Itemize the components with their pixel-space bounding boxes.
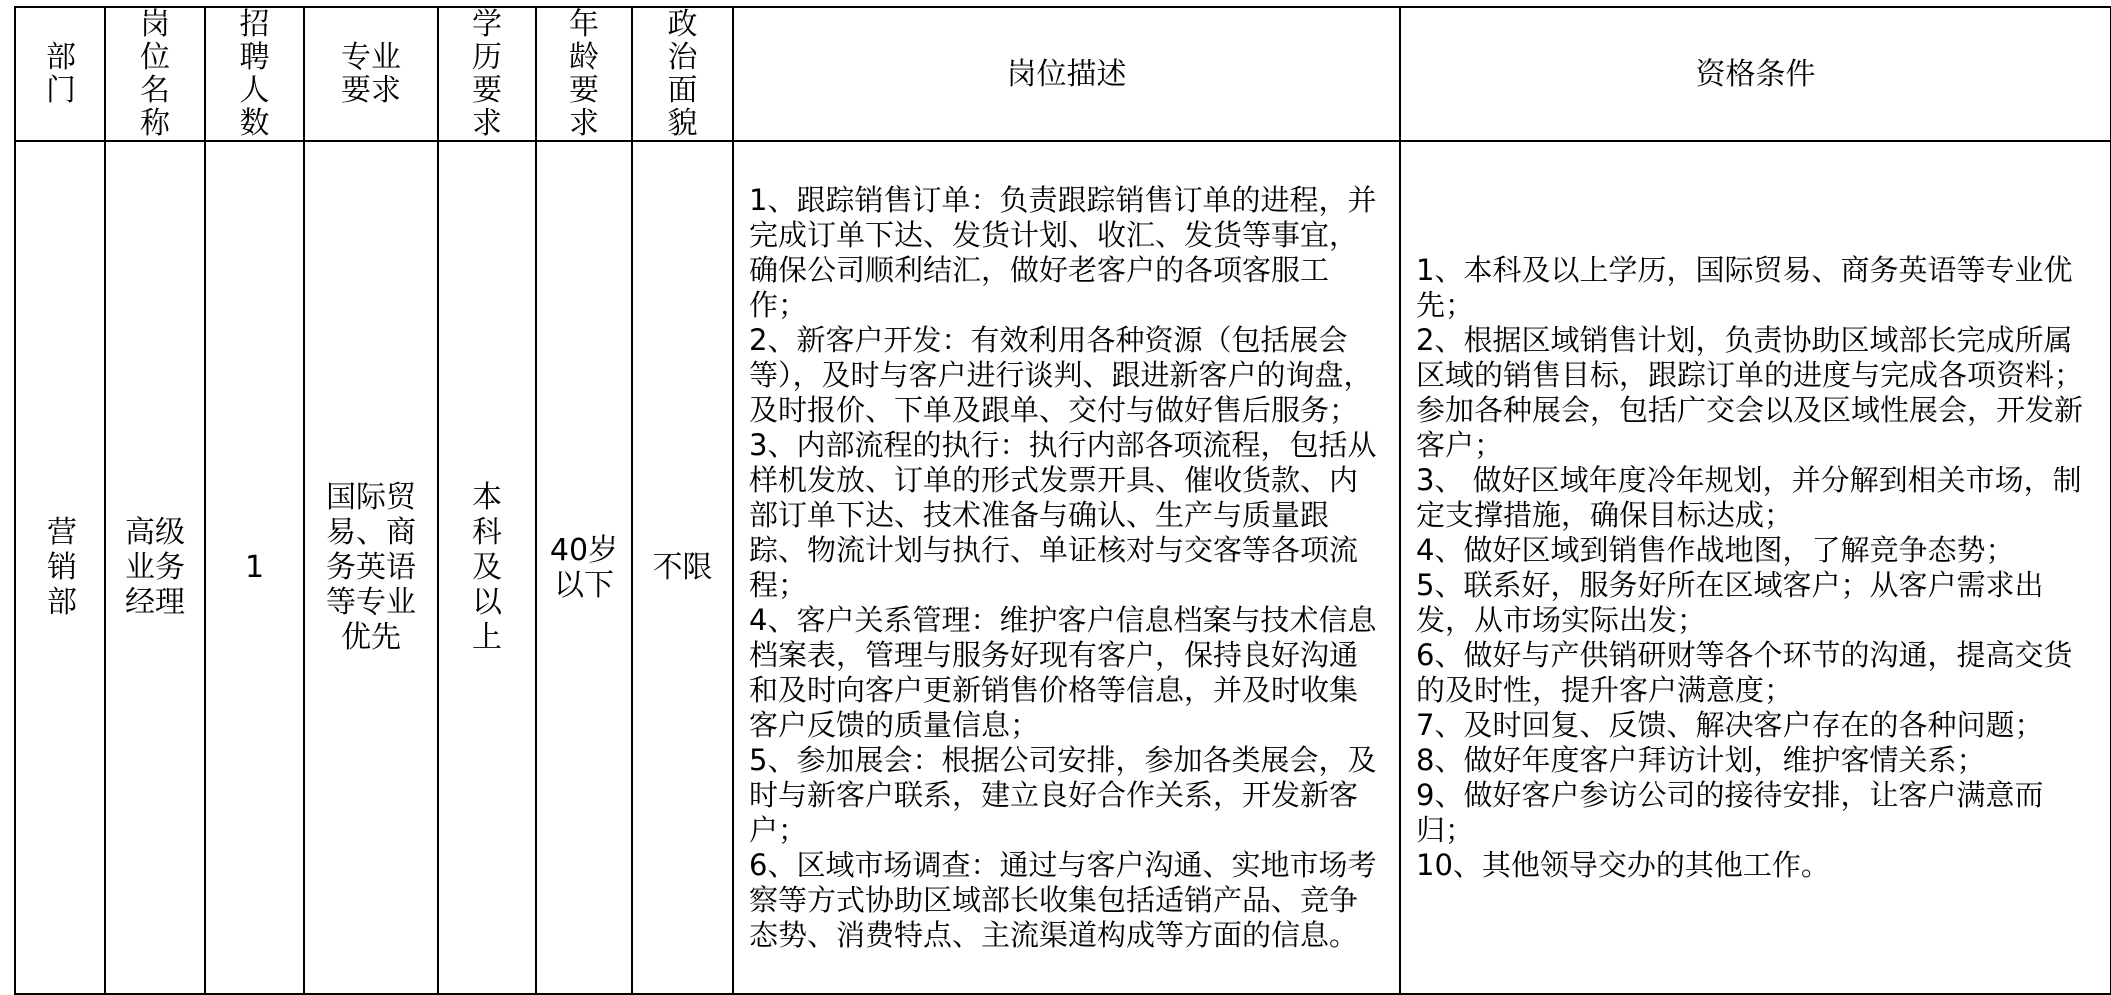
qualification-item: 1、本科及以上学历，国际贸易、商务英语等专业优先； [1416,252,2073,322]
cell-count [205,141,304,994]
header-politics [632,7,733,141]
header-qualifications [1400,7,2111,141]
description-item: 6、区域市场调查：通过与客户沟通、实地市场考察等方式协助区域部长收集包括适销产品、竞争态势、消费特点、主流渠道构成等方面的信息。 [749,847,1377,952]
description-item: 3、内部流程的执行：执行内部各项流程，包括从样机发放、订单的形式发票开具、催收货款、内部订单下达、技术准备与确认、生产与质量跟踪、物流计划与执行、单证核对与交客等各项流程； [749,427,1377,602]
header-education [438,7,536,141]
qualification-item: 5、联系好，服务好所在区域客户；从客户需求出发，从市场实际出发； [1416,567,2044,637]
qualification-item: 9、做好客户参访公司的接待安排，让客户满意而归； [1416,777,2044,847]
header-major-label: 专业要求 [341,40,401,108]
qualifications-list [1401,253,2110,883]
qualification-item: 7、及时回复、反馈、解决客户存在的各种问题； [1416,707,2044,742]
dept-value: 营销部 [47,515,77,620]
description-item: 1、跟踪销售订单：负责跟踪销售订单的进程，并完成订单下达、发货计划、收汇、发货等事宜，确保公司顺利结汇，做好老客户的各项客服工作； [749,182,1377,322]
header-row [15,7,2111,141]
qualification-item: 4、做好区域到销售作战地图，了解竞争态势； [1416,532,2015,567]
header-count [205,7,304,141]
cell-dept [15,141,105,994]
qualification-item: 6、做好与产供销研财等各个环节的沟通，提高交货的及时性，提升客户满意度； [1416,637,2073,707]
cell-major [304,141,438,994]
header-education-label: 学历要求 [472,7,502,141]
header-title [105,7,205,141]
cell-qualifications [1400,141,2111,994]
age-value: 40岁以下 [549,532,619,603]
qualification-item: 8、做好年度客户拜访计划，维护客情关系； [1416,742,1986,777]
cell-education [438,141,536,994]
description-item: 4、客户关系管理：维护客户信息档案与技术信息档案表，管理与服务好现有客户，保持良好沟通和及时向客户更新销售价格等信息，并及时收集客户反馈的质量信息； [749,602,1377,742]
qualification-item: 10、其他领导交办的其他工作。 [1416,847,1830,882]
count-value: 1 [244,550,265,585]
header-description [733,7,1400,141]
qualification-item: 2、根据区域销售计划，负责协助区域部长完成所属区域的销售目标，跟踪订单的进度与完成各项资料；参加各种展会，包括广交会以及区域性展会，开发新客户； [1416,322,2084,462]
header-age [536,7,632,141]
header-major [304,7,438,141]
cell-title [105,141,205,994]
description-item: 2、新客户开发：有效利用各种资源（包括展会等），及时与客户进行谈判、跟进新客户的询盘，及时报价、下单及跟单、交付与做好售后服务； [749,322,1373,427]
title-value: 高级业务经理 [125,515,185,620]
header-title-label: 岗位名称 [140,7,170,141]
description-item: 5、参加展会：根据公司安排，参加各类展会，及时与新客户联系，建立良好合作关系，开发新客户； [749,742,1377,847]
job-posting-table [14,6,2111,995]
header-politics-label: 政治面貌 [667,7,698,141]
header-count-label: 招聘人数 [239,7,270,141]
major-value: 国际贸易、商务英语等专业优先 [326,480,416,655]
header-age-label: 年龄要求 [569,7,599,141]
header-dept-label: 部门 [46,40,76,108]
header-description-label: 岗位描述 [1006,56,1127,92]
education-value: 本科及以上 [472,480,502,655]
qualification-item: 3、 做好区域年度冷年规划，并分解到相关市场，制定支撑措施，确保目标达成； [1416,462,2082,532]
cell-age [536,141,632,994]
cell-politics [632,141,733,994]
politics-value: 不限 [652,550,713,585]
cell-description [733,141,1400,994]
header-dept [15,7,105,141]
description-list [734,183,1399,953]
header-qualifications-label: 资格条件 [1695,56,1816,92]
table-row [15,141,2111,994]
